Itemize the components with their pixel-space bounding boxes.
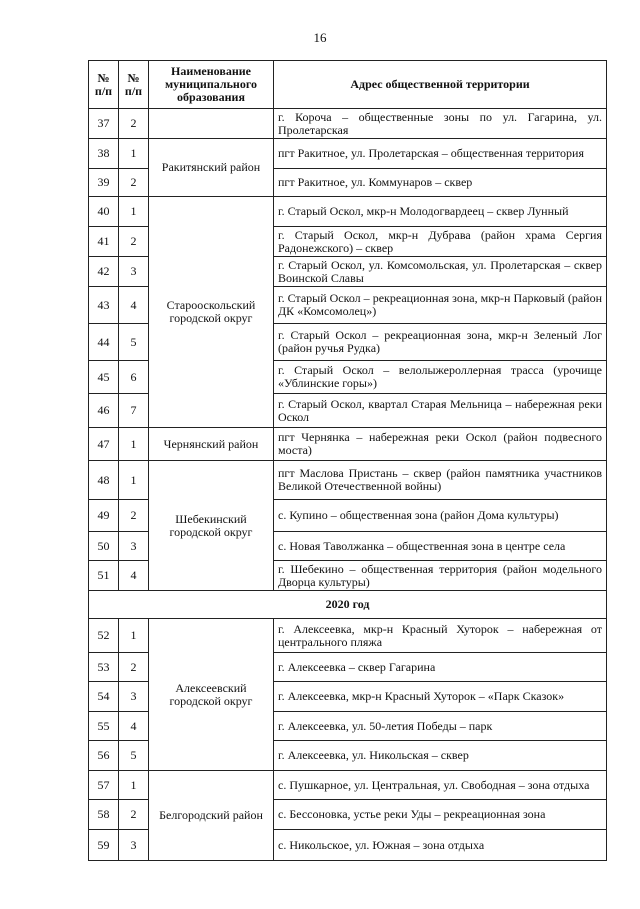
address-cell: г. Старый Оскол – рекреационная зона, мкр-н Зеленый Лог (район ручья Рудка): [274, 324, 607, 361]
table-row: [89, 461, 607, 500]
row-number: 56: [89, 741, 119, 771]
table-row: [89, 428, 607, 461]
address-cell: пгт Маслова Пристань – сквер (район памятника участников Великой Отечественной войны): [274, 461, 607, 500]
row-subnumber: 2: [119, 109, 149, 139]
address-cell: г. Старый Оскол – велолыжероллерная трасса (урочище «Ублинские горы»): [274, 361, 607, 394]
row-subnumber: 7: [119, 394, 149, 428]
row-number: 55: [89, 712, 119, 741]
address-cell: пгт Ракитное, ул. Коммунаров – сквер: [274, 169, 607, 197]
row-number: 53: [89, 653, 119, 682]
row-subnumber: 2: [119, 227, 149, 257]
address-cell: с. Купино – общественная зона (район Дома культуры): [274, 500, 607, 532]
address-cell: г. Старый Оскол, квартал Старая Мельница – набережная реки Оскол: [274, 394, 607, 428]
header-municipality: Наименование муниципального образования: [149, 61, 274, 109]
address-cell: г. Старый Оскол – рекреационная зона, мкр-н Парковый (район ДК «Комсомолец»): [274, 287, 607, 324]
section-year-heading: 2020 год: [89, 591, 607, 619]
row-subnumber: 2: [119, 653, 149, 682]
row-subnumber: 4: [119, 287, 149, 324]
address-cell: г. Шебекино – общественная территория (район модельного Дворца культуры): [274, 561, 607, 591]
row-subnumber: 6: [119, 361, 149, 394]
row-number: 42: [89, 257, 119, 287]
municipality-cell: Шебекинский городской округ: [149, 461, 274, 591]
address-cell: с. Пушкарное, ул. Центральная, ул. Свободная – зона отдыха: [274, 771, 607, 800]
table-row: [89, 139, 607, 169]
row-number: 57: [89, 771, 119, 800]
section-row: [89, 591, 607, 619]
table-row: [89, 619, 607, 653]
municipality-cell: Алексеевский городской округ: [149, 619, 274, 771]
row-number: 44: [89, 324, 119, 361]
row-subnumber: 3: [119, 532, 149, 561]
row-number: 58: [89, 800, 119, 830]
municipality-cell: Белгородский район: [149, 771, 274, 861]
address-cell: с. Новая Таволжанка – общественная зона в центре села: [274, 532, 607, 561]
row-subnumber: 3: [119, 682, 149, 712]
row-number: 46: [89, 394, 119, 428]
row-subnumber: 1: [119, 619, 149, 653]
address-cell: г. Алексеевка, ул. 50-летия Победы – парк: [274, 712, 607, 741]
row-number: 49: [89, 500, 119, 532]
row-subnumber: 5: [119, 324, 149, 361]
row-number: 41: [89, 227, 119, 257]
address-cell: г. Алексеевка – сквер Гагарина: [274, 653, 607, 682]
row-subnumber: 1: [119, 461, 149, 500]
address-cell: с. Никольское, ул. Южная – зона отдыха: [274, 830, 607, 861]
address-cell: г. Алексеевка, мкр-н Красный Хуторок – набережная от центрального пляжа: [274, 619, 607, 653]
table-row: [89, 771, 607, 800]
address-cell: г. Алексеевка, мкр-н Красный Хуторок – «Парк Сказок»: [274, 682, 607, 712]
row-number: 51: [89, 561, 119, 591]
municipality-cell: Старооскольский городской округ: [149, 197, 274, 428]
row-subnumber: 1: [119, 197, 149, 227]
table-body: [89, 109, 607, 861]
row-number: 48: [89, 461, 119, 500]
row-number: 50: [89, 532, 119, 561]
row-subnumber: 4: [119, 712, 149, 741]
address-cell: с. Бессоновка, устье реки Уды – рекреационная зона: [274, 800, 607, 830]
table-row: [89, 197, 607, 227]
header-address: Адрес общественной территории: [274, 61, 607, 109]
address-cell: г. Старый Оскол, мкр-н Дубрава (район храма Сергия Радонежского) – сквер: [274, 227, 607, 257]
municipality-cell: Ракитянский район: [149, 139, 274, 197]
row-number: 43: [89, 287, 119, 324]
row-subnumber: 3: [119, 830, 149, 861]
address-cell: г. Старый Оскол, ул. Комсомольская, ул. Пролетарская – сквер Воинской Славы: [274, 257, 607, 287]
header-num-2: № п/п: [119, 61, 149, 109]
page-number: 16: [313, 30, 327, 45]
address-cell: г. Короча – общественные зоны по ул. Гагарина, ул. Пролетарская: [274, 109, 607, 139]
table-row: [89, 109, 607, 139]
row-subnumber: 2: [119, 500, 149, 532]
address-cell: пгт Чернянка – набережная реки Оскол (район подвесного моста): [274, 428, 607, 461]
territories-table: [88, 60, 607, 861]
row-number: 39: [89, 169, 119, 197]
row-subnumber: 4: [119, 561, 149, 591]
row-subnumber: 5: [119, 741, 149, 771]
row-number: 45: [89, 361, 119, 394]
row-number: 59: [89, 830, 119, 861]
row-number: 54: [89, 682, 119, 712]
row-number: 38: [89, 139, 119, 169]
row-number: 37: [89, 109, 119, 139]
header-num-1: № п/п: [89, 61, 119, 109]
row-subnumber: 3: [119, 257, 149, 287]
row-number: 52: [89, 619, 119, 653]
address-cell: г. Алексеевка, ул. Никольская – сквер: [274, 741, 607, 771]
row-number: 40: [89, 197, 119, 227]
row-subnumber: 1: [119, 428, 149, 461]
row-subnumber: 1: [119, 771, 149, 800]
address-cell: г. Старый Оскол, мкр-н Молодогвардеец – сквер Лунный: [274, 197, 607, 227]
row-subnumber: 2: [119, 800, 149, 830]
municipality-cell: [149, 109, 274, 139]
municipality-cell: Чернянский район: [149, 428, 274, 461]
row-number: 47: [89, 428, 119, 461]
row-subnumber: 1: [119, 139, 149, 169]
table-header-row: [89, 61, 607, 109]
row-subnumber: 2: [119, 169, 149, 197]
address-cell: пгт Ракитное, ул. Пролетарская – общественная территория: [274, 139, 607, 169]
